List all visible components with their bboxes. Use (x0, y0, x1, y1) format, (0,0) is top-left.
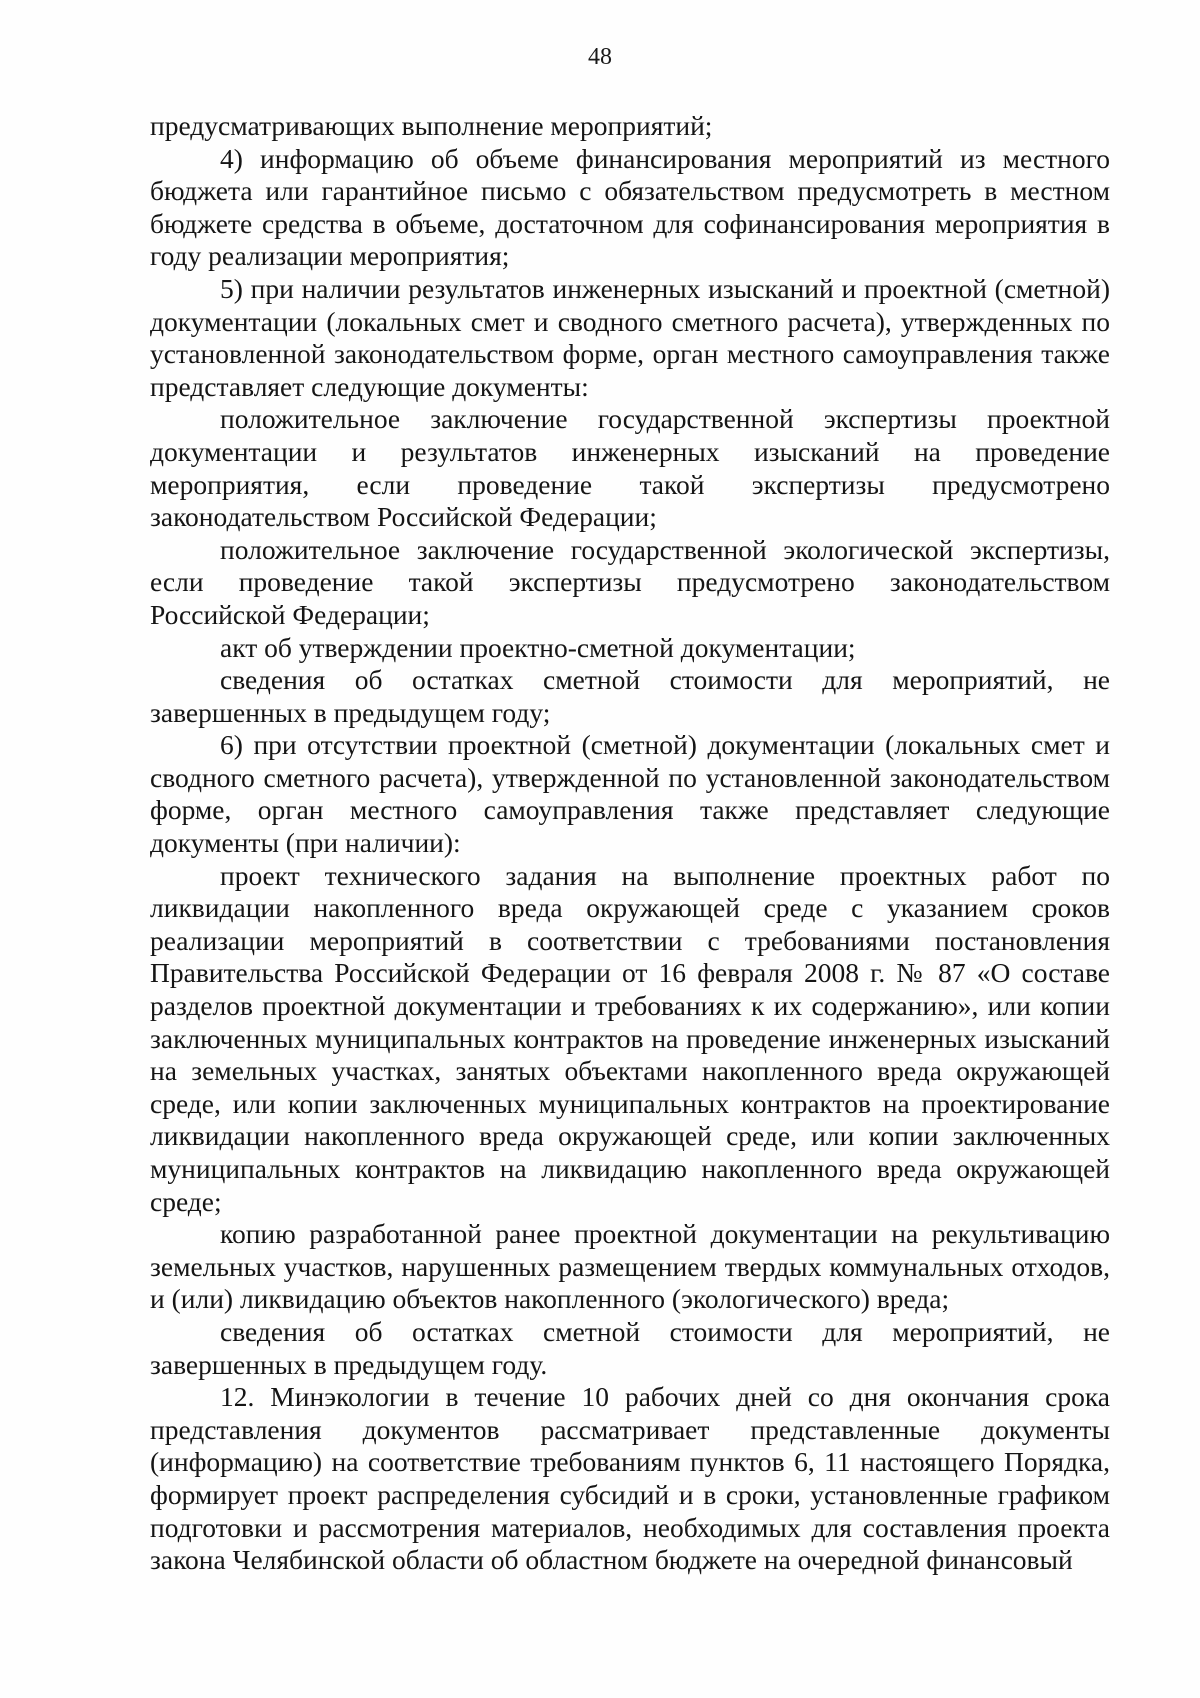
paragraph: предусматривающих выполнение мероприятий; (150, 110, 713, 141)
paragraph: положительное заключение государственной экологической экспертизы, если проведение такой экспертизы предусмотрено законодательством Российской Федерации; (150, 533, 1110, 630)
paragraph: положительное заключение государственной экспертизы проектной документации и результатов инженерных изысканий на проведение мероприятия, если проведение такой экспертизы предусмотрено законодательством Российской Федерации; (150, 403, 1110, 533)
paragraph: 12. Минэкологии в течение 10 рабочих дней со дня окончания срока представления документов рассматривает представленные документы (информацию) на соответствие требованиям пунктов 6, 11 настоящего Порядка, формирует проект распределения субсидий и в сроки, установленные графиком подготовки и рассмотрения материалов, необходимых для составления проекта закона Челябинской области об областном бюджете на очередной финансовый (150, 1381, 1110, 1576)
paragraph: копию разработанной ранее проектной документации на рекультивацию земельных участков, нарушенных размещением твердых коммунальных отходов, и (или) ликвидацию объектов накопленного (экологического) вреда; (150, 1218, 1110, 1315)
document-body (150, 110, 1110, 1577)
page-number: 48 (588, 44, 612, 70)
paragraph: проект технического задания на выполнение проектных работ по ликвидации накопленного вреда окружающей среде с указанием сроков реализации мероприятий в соответствии с требованиями постановления Правительства Российской Федерации от 16 февраля 2008 г. № 87 «О составе разделов проектной документации и требованиях к их содержанию», или копии заключенных муниципальных контрактов на проведение инженерных изысканий на земельных участках, занятых объектами накопленного вреда окружающей среде, или копии заключенных муниципальных контрактов на проектирование ликвидации накопленного вреда окружающей среде, или копии заключенных муниципальных контрактов на ликвидацию накопленного вреда окружающей среде; (150, 859, 1110, 1217)
paragraph: сведения об остатках сметной стоимости для мероприятий, не завершенных в предыдущем году. (150, 1315, 1110, 1380)
paragraph: акт об утверждении проектно-сметной документации; (220, 631, 856, 663)
paragraph: сведения об остатках сметной стоимости для мероприятий, не завершенных в предыдущем году; (150, 664, 1110, 728)
paragraph: 6) при отсутствии проектной (сметной) документации (локальных смет и сводного сметного расчета), утвержденной по установленной законодательством форме, орган местного самоуправления также представляет следующие документы (при наличии): (150, 729, 1110, 859)
paragraph: 4) информацию об объеме финансирования мероприятий из местного бюджета или гарантийное письмо с обязательством предусмотреть в местном бюджете средства в объеме, достаточном для софинансирования мероприятия в году реализации мероприятия; (150, 142, 1110, 272)
paragraph: 5) при наличии результатов инженерных изысканий и проектной (сметной) документации (локальных смет и сводного сметного расчета), утвержденных по установленной законодательством форме, орган местного самоуправления также представляет следующие документы: (150, 272, 1110, 402)
